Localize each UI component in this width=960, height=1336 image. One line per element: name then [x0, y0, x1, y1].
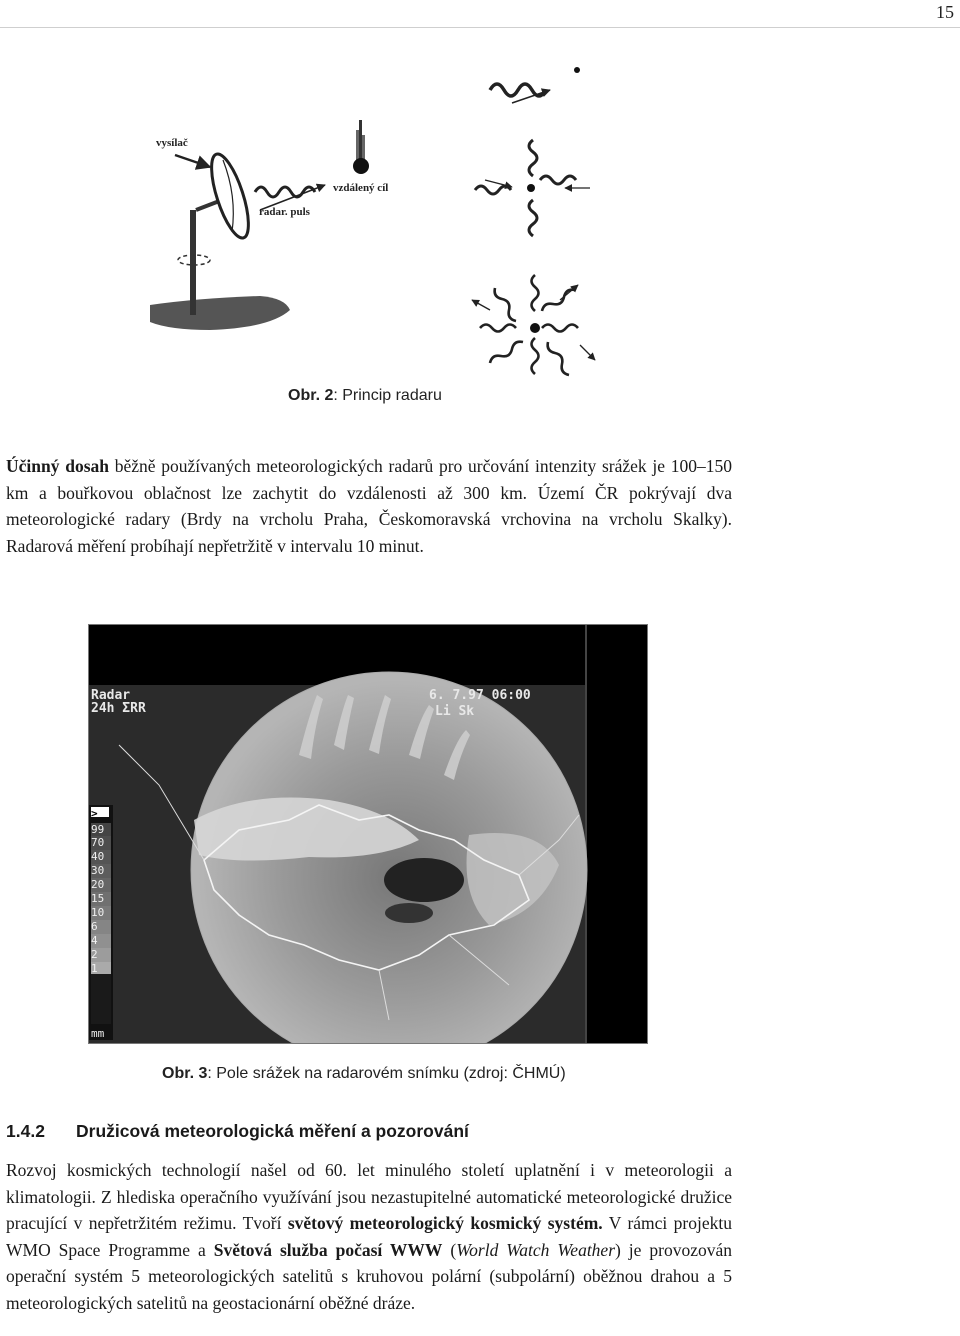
radar-principle-drawing	[140, 60, 620, 390]
figure3-caption-text: : Pole srážek na radarovém snímku (zdroj: ČHMÚ)	[207, 1065, 566, 1082]
legend-value: 2	[91, 948, 98, 961]
antenna-mast	[190, 210, 196, 315]
paragraph-satellites-text: V rámci projektu WMO Space Programme a	[6, 1213, 732, 1260]
target-dot	[353, 158, 369, 174]
radar-precipitation-image	[88, 624, 648, 1044]
paragraph-radar-range-lead: Účinný dosah	[6, 456, 109, 476]
radar-title-line2: 24h ΣRR	[91, 701, 146, 716]
legend-value: 40	[91, 850, 105, 863]
figure2-caption-text: : Princip radaru	[333, 387, 442, 404]
paragraph-satellites-bold: Světová služba počasí WWW	[213, 1239, 443, 1260]
paragraph-satellites	[6, 1157, 732, 1317]
section-heading	[6, 1121, 469, 1142]
label-radar-pulse: radar. puls	[259, 206, 310, 218]
radar-sites: Li Sk	[435, 704, 475, 719]
paragraph-radar-range	[6, 453, 732, 559]
legend-value: 6	[91, 920, 98, 933]
section-number: 1.4.2	[6, 1121, 45, 1141]
paragraph-satellites-text: ) je provozován operační systém 5 meteorologických satelitů s kruhovou polární (subpolární) oběžnou drahou a 5 meteorologických satelitů na geostacionární oběžné dráze.	[6, 1239, 732, 1313]
legend-value: 1	[91, 962, 98, 975]
legend-value: 99	[91, 823, 105, 836]
section-title: Družicová meteorologická měření a pozorování	[76, 1121, 469, 1141]
radar-field-drawing	[89, 625, 648, 1044]
scatter-four-direction	[475, 140, 590, 236]
label-transmitter: vysílač	[156, 137, 188, 149]
paragraph-satellites-bold: světový meteorologický kosmický systém.	[287, 1213, 603, 1234]
legend-value: 15	[91, 892, 105, 905]
radar-title-line1: Radar	[91, 688, 131, 703]
legend-value: 70	[91, 836, 105, 849]
legend-value: 30	[91, 864, 105, 877]
figure2-caption-prefix: Obr. 2	[288, 387, 334, 404]
transmitter-pointer	[175, 155, 210, 167]
page-number: 15	[936, 2, 954, 22]
legend-unit: mm	[91, 1027, 105, 1040]
legend-value: 10	[91, 906, 105, 919]
paragraph-satellites-text: (	[442, 1239, 457, 1260]
dark-precip-core	[384, 858, 464, 902]
legend-value: 4	[91, 934, 98, 947]
figure2-caption	[288, 387, 442, 405]
radar-dish	[204, 150, 256, 242]
radar-timestamp: 6. 7.97 06:00	[429, 688, 531, 703]
ground-shape	[150, 296, 290, 330]
figure-radar-principle	[140, 60, 620, 390]
label-distant-target: vzdálený cíl	[333, 182, 389, 194]
scatter-all-directions	[472, 275, 595, 375]
figure3-caption	[162, 1065, 566, 1083]
header-rule	[0, 27, 960, 28]
target-post	[359, 120, 362, 160]
paragraph-satellites-italic: World Watch Weather	[456, 1239, 616, 1260]
legend-value: 20	[91, 878, 105, 891]
legend-arrow: >	[91, 807, 98, 820]
figure3-caption-prefix: Obr. 3	[162, 1065, 208, 1082]
paragraph-satellites-text: Rozvoj kosmických technologií našel od 60. let minulého století uplatnění i v meteorologii a klimatologii. Z hlediska operačního využívání jsou nezastupitelné automatické meteorologické družice pracující v nepřetržitém režimu. Tvoří	[6, 1160, 732, 1234]
paragraph-radar-range-text: běžně používaných meteorologických radarů pro určování intenzity srážek je 100–150 km a bouřkovou oblačnost lze zachytit do vzdálenosti až 300 km. Území ČR pokrývají dva meteorologické radary (Brdy na vrcholu Praha, Českomoravská vrchovina na vrcholu Skalky). Radarová měření probíhají nepřetržitě v intervalu 10 minut.	[6, 456, 732, 556]
